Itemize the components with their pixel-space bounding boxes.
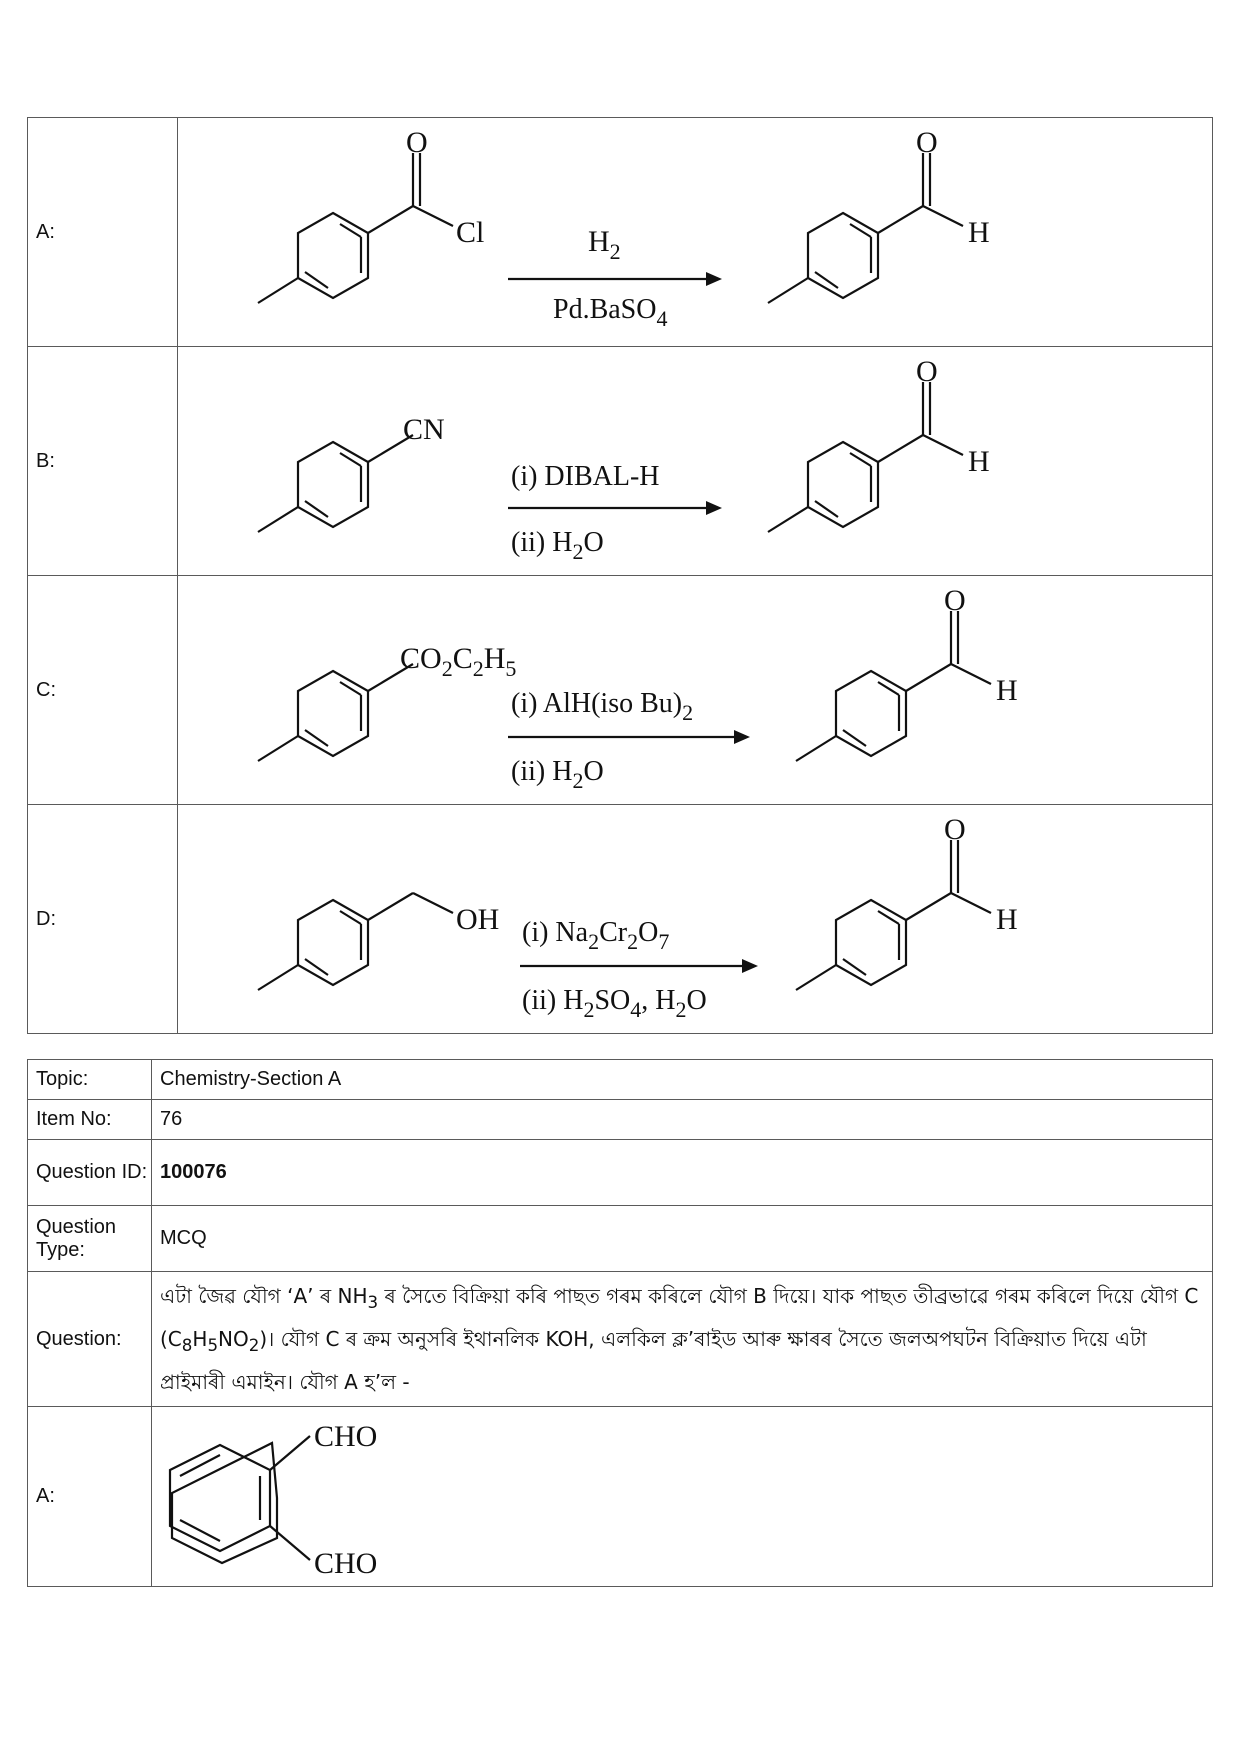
product-hydrogen: H [996,903,1018,936]
substituent-label: Cl [456,216,485,249]
product-oxygen: O [944,584,966,617]
substituent-label: CN [403,413,445,446]
reaction-arrow [520,959,758,973]
reaction-figure-a [178,118,1213,347]
option-label: D: [28,805,178,1034]
question-label: Question: [28,1272,152,1407]
reaction-scheme-b [178,347,1212,575]
ring-bonds [170,1436,310,1560]
option-row-d [28,805,1213,1034]
reaction-scheme-d [178,805,1212,1033]
reagent-top: (i) $Na_2Cr_2O_7$ [522,917,670,954]
topic-row [28,1060,1213,1100]
option-row-b [28,347,1213,576]
reaction-figure-b [178,347,1213,576]
product-benzaldehyde [768,382,963,532]
reagent-bottom: (ii) $H_2O$ [511,527,604,564]
option-label: A: [28,118,178,347]
question-text: এটা জৈৱ যৌগ ‘A’ ৰ $NH_3$ ৰ সৈতে বিক্ৰিয়া কৰি পাছত গৰম কৰিলে যৌগ B দিয়ে। যাক পাছত তীব্ৰভাৱে গৰম কৰিলে দিয়ে যৌগ C $(C_8H_5NO_2)।$ যৌগ C ৰ ক্ৰম অনুসৰি ইথানলিক KOH, এলকিল ক্ল’ৰাইড আৰু ক্ষাৰৰ সৈতে জলঅপঘটন বিক্ৰিয়াত দিয়ে এটা প্ৰাইমাৰী এমাইন। যৌগ A হ’ল - [152,1272,1213,1407]
substituent-label: OH [456,903,500,936]
aldehyde-group-bottom: CHO [314,1546,378,1580]
product-benzaldehyde [796,611,991,761]
carbonyl-oxygen: O [406,126,428,159]
reaction-figure-c [178,576,1213,805]
question-type-label: Question Type: [28,1206,152,1272]
option-label: C: [28,576,178,805]
options-table [27,117,1213,1034]
question-id-value: 100076 [152,1140,1213,1206]
answer-option-figure [152,1407,1213,1587]
product-oxygen: O [916,355,938,388]
reagent-top: (i) DIBAL-H [511,461,660,492]
item-value: 76 [152,1100,1213,1140]
item-row [28,1100,1213,1140]
reagent-bottom: Pd.BaSO$_4$ [553,294,668,331]
benzene-ring [258,664,413,761]
benzene-ring [258,435,413,532]
product-hydrogen: H [996,674,1018,707]
product-oxygen: O [916,126,938,159]
reaction-arrow [508,272,722,286]
product-oxygen: O [944,813,966,846]
aldehyde-group-top: CHO [314,1419,378,1453]
product-benzaldehyde [768,153,963,303]
reaction-arrow [508,501,722,515]
question-row [28,1272,1213,1407]
topic-value: Chemistry-Section A [152,1060,1213,1100]
question-type-value: MCQ [152,1206,1213,1272]
option-row-a [28,118,1213,347]
reagent-top: (i) AlH(iso $Bu)_2$ [511,688,694,725]
reaction-arrow [508,730,750,744]
reagent-bottom: (ii) $H_2O$ [511,756,604,793]
benzene-ring [258,153,453,303]
question-id-row [28,1140,1213,1206]
option-row-c [28,576,1213,805]
reagent-bottom: (ii) $H_2SO_4$, $H_2O$ [522,985,707,1022]
answer-option-row [28,1407,1213,1587]
topic-label: Topic: [28,1060,152,1100]
product-benzaldehyde [796,840,991,990]
reaction-scheme-c [178,576,1212,804]
product-hydrogen: H [968,216,990,249]
item-label: Item No: [28,1100,152,1140]
reaction-figure-d [178,805,1213,1034]
benzyl-alcohol [258,893,453,990]
question-id-label: Question ID: [28,1140,152,1206]
product-hydrogen: H [968,445,990,478]
reagent-top: $H_2$ [588,225,621,264]
question-table [27,1059,1213,1587]
reaction-scheme-a [178,118,1212,346]
answer-option-label: A: [28,1407,152,1587]
option-label: B: [28,347,178,576]
question-type-row [28,1206,1213,1272]
substituent-label: $CO_2C_2H_5$ [400,642,517,681]
phthalaldehyde-structure [152,1408,1212,1586]
